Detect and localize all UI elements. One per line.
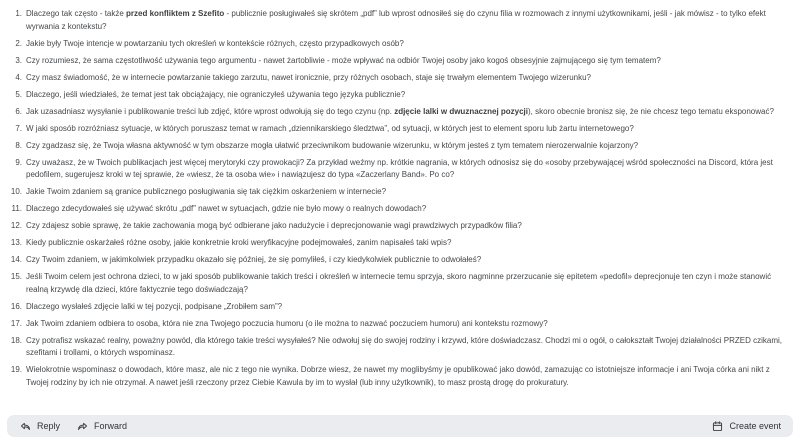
calendar-icon: [711, 420, 724, 433]
list-item-number: 4.: [15, 72, 22, 82]
list-item: [0, 106, 800, 119]
list-item: [0, 89, 800, 102]
question-text: [26, 89, 800, 102]
create-event-button[interactable]: [711, 420, 781, 433]
question-text: [26, 335, 800, 360]
list-item-number: 6.: [15, 106, 22, 116]
question-text: [26, 186, 800, 199]
reply-button-label: Reply: [37, 421, 61, 431]
list-item: [0, 157, 800, 182]
list-item: [0, 271, 800, 296]
list-item-number: 19.: [10, 365, 22, 374]
list-item: [0, 38, 800, 51]
question-text-segment: Czy rozumiesz, że sama częstotliwość używania tego argumentu - nawet żartobliwie - może wpływać na odbiór Twojej osoby jako kogoś obsesyjnie zajmującego się tym tematem?: [26, 55, 661, 65]
question-text: [26, 140, 800, 153]
list-item-number: 7.: [15, 123, 22, 133]
question-text-segment: Kiedy publicznie oskarżałeś różne osoby, jakie konkretnie kroki weryfikacyjne podejmowałeś, zanim napisałeś taki wpis?: [26, 238, 452, 247]
reply-icon: [19, 420, 32, 433]
question-text-segment: Jeśli Twoim celem jest ochrona dzieci, to w jaki sposób publikowanie takich treści i określeń w internecie temu sprzyja, skoro nagminne przerzucanie się epitetem «pedofil» deprecjonuje ten czyn i może stanowić realną krzywdę dla dzieci, które faktycznie tego doświadczają?: [26, 272, 772, 294]
list-item-number: 11.: [11, 204, 22, 213]
list-item-number: 3.: [15, 55, 22, 65]
list-item-number: 10.: [10, 187, 22, 196]
list-item: [0, 8, 800, 33]
question-text-segment: Czy zgadzasz się, że Twoja własna aktywność w tym obszarze mogła ułatwić przeciwnikom budowanie wizerunku, w którym jesteś z tym tematem nierozerwalnie kojarzony?: [26, 140, 639, 150]
question-text: [26, 157, 800, 182]
list-item: [0, 220, 800, 233]
question-text: [26, 38, 800, 51]
question-text: [26, 106, 800, 119]
list-item: [0, 140, 800, 153]
question-text-segment: Czy potrafisz wskazać realny, poważny powód, dla którego takie treści wysyłałeś? Nie odwołuj się do swojej rodziny i krzywd, które doświadczasz. Chodzi mi o ogół, o całokształt Twojej działalności PRZED czikami, szefitami i trollami, o których wspominasz.: [26, 335, 783, 357]
question-text-segment: - publicznie posługiwałeś się skrótem „pdf” lub wprost odnosiłeś się do czynu filia w rozmowach z innymi użytkownikami, jeśli - jak mówisz - to tylko efekt wyrwania z kontekstu?: [26, 9, 766, 31]
list-item-number: 1.: [15, 9, 22, 18]
question-text: [26, 271, 800, 296]
question-text-segment: Wielokrotnie wspominasz o dowodach, które masz, ale nic z tego nie wynika. Dobrze wiesz, że nawet my moglibyśmy je opublikować jako dowód, zamazując co istotniejsze informacje i ani Twoja córka ani nikt z Twojej rodziny by ich nie otrzymał. A nawet jeśli rzeczony przez Ciebie Kawula by im to wysłał (lub inny użytkownik), to masz prostą drogę do prokuratury.: [26, 365, 770, 387]
question-text-segment: Dlaczego, jeśli wiedziałeś, że temat jest tak obciążający, nie ograniczyłeś używania tego języka publicznie?: [26, 89, 406, 99]
list-item-number: 12.: [10, 221, 22, 230]
question-text: [26, 55, 800, 68]
question-text-segment: ), skoro obecnie bronisz się, że nie chcesz tego tematu eksponować?: [528, 106, 774, 116]
question-text: [26, 8, 800, 33]
list-item: [0, 72, 800, 85]
list-item-number: 2.: [15, 38, 22, 48]
question-text-segment: W jaki sposób rozróżniasz sytuacje, w których poruszasz temat w ramach „dziennikarskiego śledztwa”, od sytuacji, w których jest to element sporu lub żartu internetowego?: [26, 123, 634, 133]
list-item-number: 5.: [15, 89, 22, 99]
question-text: [26, 237, 800, 250]
reply-button[interactable]: [19, 420, 60, 433]
question-text: [26, 364, 800, 389]
question-text: [26, 254, 800, 267]
list-item-number: 17.: [10, 318, 22, 328]
question-text: [26, 123, 800, 136]
forward-button-label: Forward: [94, 421, 128, 431]
list-item: [0, 318, 800, 331]
question-text-bold: przed konfliktem z Szefito: [126, 9, 225, 18]
list-item-number: 16.: [10, 301, 22, 311]
list-item: [0, 203, 800, 216]
question-text: [26, 318, 800, 331]
question-text-segment: Dlaczego tak często - także: [26, 9, 127, 18]
list-item: [0, 55, 800, 68]
list-item: [0, 186, 800, 199]
question-text: [26, 203, 800, 216]
question-text-segment: Czy uważasz, że w Twoich publikacjach jest więcej merytoryki czy prowokacji? Za przykład weźmy np. krótkie nagrania, w których odnosisz się do «osoby przebywającej wśród społeczności na Discord, która jest pedofilem, sugerujesz kroki w tej sprawie, że «wiesz, że ta osoba wie» i nawiązujesz do typa «Zaczerlany Band». Po co?: [26, 157, 773, 179]
question-text-segment: Czy masz świadomość, że w internecie powtarzanie takiego zarzutu, nawet ironicznie, przy różnych osobach, staje się trwałym elementem Twojego wizerunku?: [26, 72, 591, 82]
list-item-number: 8.: [15, 140, 22, 150]
question-text-segment: Jak uzasadniasz wysyłanie i publikowanie treści lub zdjęć, które wprost odwołują się do tego czynu (np.: [26, 106, 395, 116]
list-item-number: 14.: [10, 255, 22, 264]
list-item: [0, 123, 800, 136]
question-text-segment: Jakie Twoim zdaniem są granice publicznego posługiwania się tak ciężkim oskarżeniem w internecie?: [26, 187, 387, 196]
forward-button[interactable]: [76, 420, 127, 433]
list-item-number: 15.: [10, 272, 22, 281]
list-item: [0, 237, 800, 250]
reply-actions: [19, 420, 127, 433]
question-text: [26, 72, 800, 85]
question-text-segment: Czy Twoim zdaniem, w jakimkolwiek przypadku okazało się później, że się pomyliłeś, i czy kiedykolwiek publicznie to odwołałeś?: [26, 255, 482, 264]
create-event-button-label: Create event: [729, 421, 781, 431]
list-item: [0, 335, 800, 360]
question-text: [26, 301, 800, 314]
list-item: [0, 364, 800, 389]
question-text-segment: Jakie były Twoje intencje w powtarzaniu tych określeń w kontekście różnych, często przypadkowych osób?: [26, 38, 404, 48]
question-text-segment: Czy zdajesz sobie sprawę, że takie zachowania mogą być odbierane jako nadużycie i deprecjonowanie wagi prawdziwych przypadków filia?: [26, 221, 522, 230]
list-item: [0, 254, 800, 267]
list-item-number: 18.: [10, 335, 22, 345]
question-text-segment: Dlaczego wysłałeś zdjęcie lalki w tej pozycji, podpisane „Zrobiłem sam”?: [26, 301, 283, 311]
question-text-bold: zdjęcie lalki w dwuznacznej pozycji: [394, 106, 529, 116]
list-item-number: 13.: [10, 238, 22, 247]
question-text-segment: Jak Twoim zdaniem odbiera to osoba, która nie zna Twojego poczucia humoru (o ile można to nazwać poczuciem humoru) ani kontekstu rozmowy?: [26, 318, 548, 328]
question-text: [26, 220, 800, 233]
question-list: [0, 8, 800, 389]
list-item: [0, 301, 800, 314]
question-text-segment: Dlaczego zdecydowałeś się używać skrótu „pdf” nawet w sytuacjach, gdzie nie było mowy o realnych dowodach?: [26, 204, 427, 213]
forward-icon: [76, 420, 89, 433]
message-action-bar: [7, 415, 793, 437]
list-item-number: 9.: [15, 157, 22, 167]
